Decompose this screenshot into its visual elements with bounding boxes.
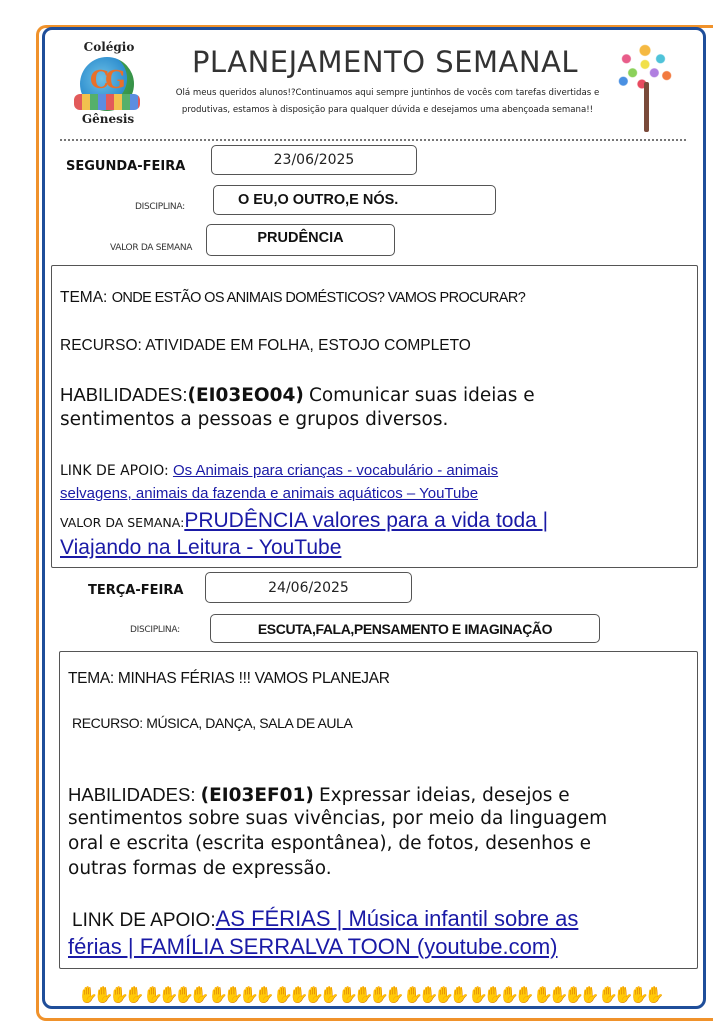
valor-field-monday: PRUDÊNCIA <box>206 224 395 256</box>
hand-icon: ✋ <box>369 987 389 1004</box>
date-field-tuesday: 24/06/2025 <box>205 572 412 603</box>
support-link-monday-cont[interactable]: selvagens, animais da fazenda e animais aquáticos – YouTube <box>60 485 479 502</box>
logo-text-bottom: Gênesis <box>81 112 135 126</box>
logo-text-top: Colégio <box>83 40 135 54</box>
tema-label: TEMA: <box>68 670 114 687</box>
hand-icon: ✋ <box>304 987 324 1004</box>
hand-icon: ✋ <box>273 987 293 1004</box>
disciplina-label-monday: DISCIPLINA: <box>135 202 185 212</box>
tema-label: TEMA: <box>60 289 108 306</box>
day-label-tuesday: TERÇA-FEIRA <box>88 583 184 598</box>
habilidades-label: HABILIDADES: <box>68 784 196 805</box>
hand-icon: ✋ <box>189 987 210 1004</box>
intro-text: Olá meus queridos alunos!?Continuamos aqui sempre juntinhos de vocês com tarefas divertidas e produtivas, estamos à disposição para qualquer dúvida e desejamos uma abençoada semana!! <box>175 88 600 115</box>
habilidades-text: Comunicar suas ideias e <box>308 385 535 406</box>
link-line <box>60 462 498 479</box>
disciplina-field-monday: O EU,O OUTRO,E NÓS. <box>213 185 496 215</box>
content-box-monday <box>51 265 698 568</box>
hand-icon: ✋ <box>124 987 145 1004</box>
valor-link-label: VALOR DA SEMANA: <box>60 515 185 530</box>
habilidades-text: Expressar ideias, desejos e <box>318 785 570 806</box>
hand-icon: ✋ <box>403 987 423 1004</box>
hand-icon: ✋ <box>418 987 439 1004</box>
link-label: LINK DE APOIO: <box>60 463 169 479</box>
disciplina-field-tuesday: ESCUTA,FALA,PENSAMENTO E IMAGINAÇÃO <box>210 614 600 643</box>
hand-icon: ✋ <box>223 987 244 1004</box>
hand-icon: ✋ <box>78 987 98 1004</box>
hand-icon: ✋ <box>239 987 259 1004</box>
hand-icon: ✋ <box>613 987 634 1004</box>
logo-monogram: CG <box>90 65 122 94</box>
hand-icon: ✋ <box>468 987 488 1004</box>
tree-logo-icon <box>612 40 678 132</box>
habilidades-text-4: outras formas de expressão. <box>68 858 332 879</box>
tree-trunk <box>644 82 649 132</box>
hand-icon: ✋ <box>598 987 618 1004</box>
habilidades-text-2: sentimentos a pessoas e grupos diversos. <box>60 409 449 430</box>
support-link-tuesday[interactable]: AS FÉRIAS | Música infantil sobre as <box>215 906 579 931</box>
tema-value: MINHAS FÉRIAS !!! VAMOS PLANEJAR <box>117 670 390 687</box>
hand-icon: ✋ <box>579 987 600 1004</box>
hand-icon: ✋ <box>254 987 275 1004</box>
hand-icon: ✋ <box>143 987 163 1004</box>
hand-icon: ✋ <box>644 987 665 1004</box>
hand-icon: ✋ <box>449 987 470 1004</box>
header-divider <box>60 139 686 141</box>
hand-icon: ✋ <box>109 987 129 1004</box>
date-field-monday: 23/06/2025 <box>211 145 417 175</box>
link-line-2 <box>68 934 558 960</box>
habilidades-text-2: sentimentos sobre suas vivências, por meio da linguagem <box>68 808 608 829</box>
hand-icon: ✋ <box>564 987 584 1004</box>
link-label: LINK DE APOIO: <box>72 910 216 931</box>
hands-border-decoration <box>78 985 668 1007</box>
recurso-line <box>60 337 471 355</box>
disciplina-label-tuesday: DISCIPLINA: <box>130 625 180 635</box>
hand-icon: ✋ <box>319 987 340 1004</box>
recurso-label: RECURSO: <box>72 715 143 731</box>
hand-icon: ✋ <box>514 987 535 1004</box>
hand-icon: ✋ <box>353 987 374 1004</box>
recurso-value: ATIVIDADE EM FOLHA, ESTOJO COMPLETO <box>145 337 471 354</box>
children-icon <box>74 94 140 110</box>
tema-line <box>60 289 525 307</box>
page-title: PLANEJAMENTO SEMANAL <box>191 45 579 79</box>
tema-line <box>68 670 390 688</box>
habilidades-text-3: oral e escrita (escrita espontânea), de fotos, desenhos e <box>68 833 592 854</box>
valor-link-line <box>60 509 548 533</box>
recurso-label: RECURSO: <box>60 337 142 354</box>
hand-icon: ✋ <box>174 987 194 1004</box>
hand-icon: ✋ <box>93 987 114 1004</box>
habilidades-code: (EI03EF01) <box>200 785 314 806</box>
hand-icon: ✋ <box>434 987 454 1004</box>
hand-icon: ✋ <box>629 987 649 1004</box>
support-link-monday[interactable]: Os Animais para crianças - vocabulário - animais <box>172 462 499 479</box>
habilidades-line <box>68 784 570 806</box>
hand-icon: ✋ <box>499 987 519 1004</box>
recurso-line <box>72 715 352 731</box>
habilidades-label: HABILIDADES: <box>60 384 188 405</box>
valor-label-monday: VALOR DA SEMANA <box>110 243 193 253</box>
hand-icon: ✋ <box>384 987 405 1004</box>
habilidades-line <box>60 384 535 406</box>
link-line-2 <box>60 485 478 502</box>
school-logo <box>68 40 148 132</box>
hand-icon: ✋ <box>158 987 179 1004</box>
hand-icon: ✋ <box>288 987 309 1004</box>
hand-icon: ✋ <box>483 987 504 1004</box>
habilidades-code: (EI03EO04) <box>187 385 304 406</box>
valor-link-monday-cont[interactable]: Viajando na Leitura - YouTube <box>60 536 342 559</box>
link-line <box>72 906 578 932</box>
hand-icon: ✋ <box>208 987 228 1004</box>
valor-link-monday[interactable]: PRUDÊNCIA valores para a vida toda | <box>184 509 549 532</box>
recurso-value: MÚSICA, DANÇA, SALA DE AULA <box>146 715 353 731</box>
hand-icon: ✋ <box>548 987 569 1004</box>
support-link-tuesday-cont[interactable]: férias | FAMÍLIA SERRALVA TOON (youtube.com) <box>68 934 558 959</box>
content-box-tuesday <box>59 651 698 969</box>
day-label-monday: SEGUNDA-FEIRA <box>66 159 186 174</box>
hand-icon: ✋ <box>338 987 358 1004</box>
hand-icon: ✋ <box>533 987 553 1004</box>
tema-value: ONDE ESTÃO OS ANIMAIS DOMÉSTICOS? VAMOS PROCURAR? <box>111 290 526 306</box>
valor-link-line-2 <box>60 536 341 560</box>
